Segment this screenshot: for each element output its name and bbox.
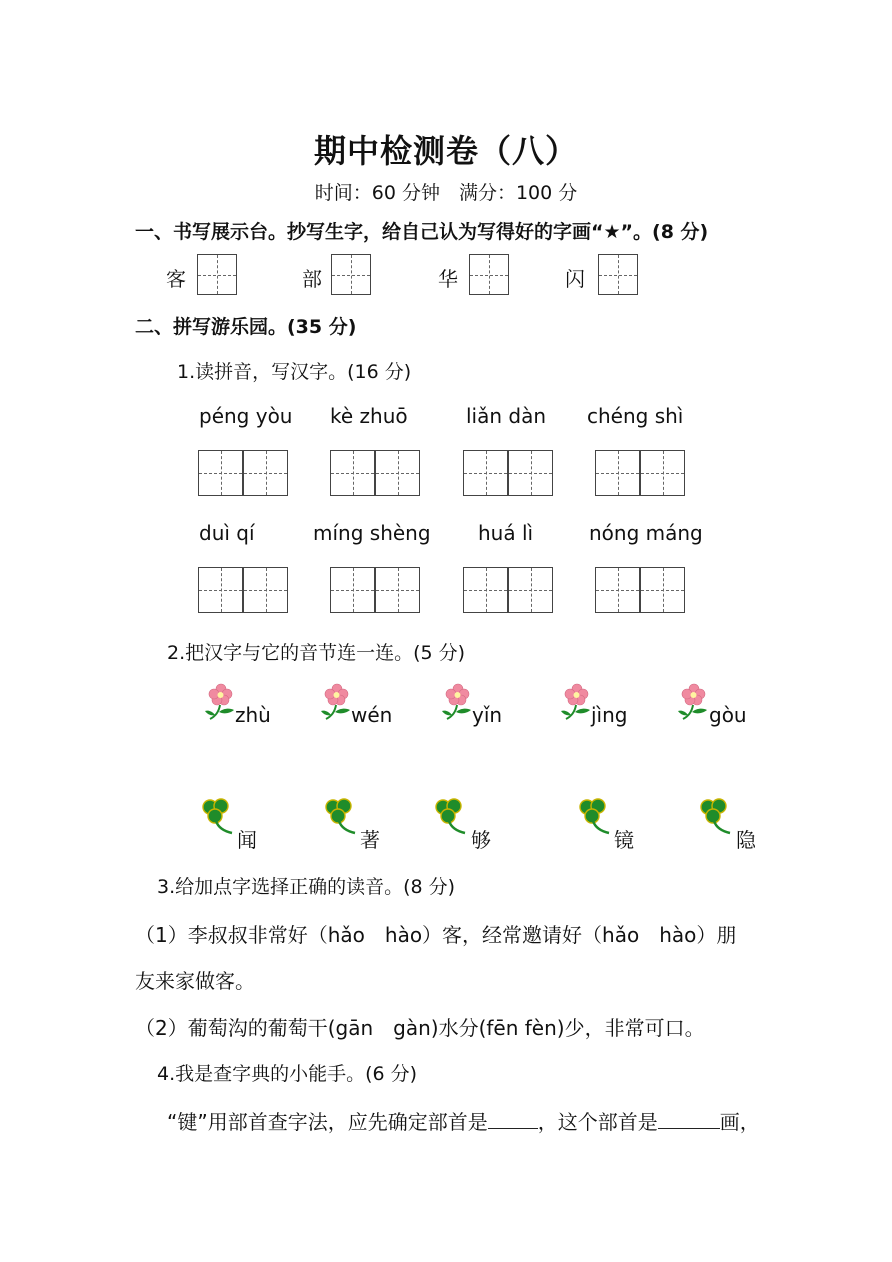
question-4-line <box>167 1106 760 1135</box>
writing-grid-box[interactable] <box>198 567 243 613</box>
question-3-item-2: （2）葡萄沟的葡萄干(gān gàn)水分(fēn fèn)少，非常可口。 <box>135 1016 705 1040</box>
pinyin-prompt: duì qí <box>199 521 255 545</box>
flower-icon[interactable] <box>677 683 711 723</box>
writing-grid-box[interactable] <box>598 254 638 295</box>
copy-char: 部 <box>302 267 322 291</box>
answer-blank[interactable] <box>658 1110 720 1129</box>
writing-grid-box[interactable] <box>375 567 420 613</box>
copy-char: 华 <box>438 267 458 291</box>
question-3-label: 3.给加点字选择正确的读音。(8 分) <box>157 876 456 898</box>
question-4-text-b: ，这个部首是 <box>537 1110 658 1134</box>
clover-icon[interactable] <box>199 797 235 837</box>
flower-icon[interactable] <box>204 683 238 723</box>
copy-char: 闪 <box>565 267 585 291</box>
question-3-item-1-cont: 友来家做客。 <box>135 969 255 993</box>
clover-icon[interactable] <box>576 797 612 837</box>
question-4-text-a: “键”用部首查字法，应先确定部首是 <box>167 1110 488 1134</box>
pinyin-prompt: huá lì <box>478 521 534 545</box>
hanzi-label: 镜 <box>614 828 634 852</box>
hanzi-label: 闻 <box>237 828 257 852</box>
syllable-label: zhù <box>235 703 271 727</box>
writing-grid-box[interactable] <box>330 567 375 613</box>
writing-grid-box[interactable] <box>331 254 371 295</box>
writing-grid-box[interactable] <box>330 450 375 496</box>
writing-grid-box[interactable] <box>508 450 553 496</box>
syllable-label: jìng <box>591 703 628 727</box>
writing-grid-box[interactable] <box>243 450 288 496</box>
pinyin-prompt: chéng shì <box>587 404 684 428</box>
syllable-label: gòu <box>709 703 747 727</box>
writing-grid-box[interactable] <box>469 254 509 295</box>
answer-blank[interactable] <box>488 1110 538 1129</box>
section-1-heading: 一、书写展示台。抄写生字，给自己认为写得好的字画“★”。(8 分) <box>135 221 709 243</box>
flower-icon[interactable] <box>441 683 475 723</box>
writing-grid-box[interactable] <box>463 450 508 496</box>
clover-icon[interactable] <box>432 797 468 837</box>
question-4-text-c: 画， <box>719 1110 760 1134</box>
writing-grid-box[interactable] <box>243 567 288 613</box>
question-2-label: 2.把汉字与它的音节连一连。(5 分) <box>167 642 466 664</box>
question-1-label: 1.读拼音，写汉字。(16 分) <box>177 361 412 383</box>
page-title: 期中检测卷（八） <box>313 132 578 170</box>
exam-info: 时间：60 分钟 满分：100 分 <box>314 182 578 204</box>
writing-grid-box[interactable] <box>375 450 420 496</box>
writing-grid-box[interactable] <box>595 567 640 613</box>
copy-char: 客 <box>166 267 186 291</box>
writing-grid-box[interactable] <box>640 567 685 613</box>
writing-grid-box[interactable] <box>463 567 508 613</box>
section-2-heading: 二、拼写游乐园。(35 分) <box>135 316 357 338</box>
question-3-item-1: （1）李叔叔非常好（hǎo hào）客，经常邀请好（hǎo hào）朋 <box>135 923 737 947</box>
writing-grid-box[interactable] <box>508 567 553 613</box>
syllable-label: yǐn <box>472 703 503 727</box>
writing-grid-box[interactable] <box>640 450 685 496</box>
flower-icon[interactable] <box>320 683 354 723</box>
pinyin-prompt: míng shèng <box>313 521 431 545</box>
writing-grid-box[interactable] <box>595 450 640 496</box>
pinyin-prompt: nóng máng <box>589 521 703 545</box>
hanzi-label: 著 <box>360 828 380 852</box>
flower-icon[interactable] <box>560 683 594 723</box>
pinyin-prompt: liǎn dàn <box>466 404 547 428</box>
question-4-label: 4.我是查字典的小能手。(6 分) <box>157 1063 418 1085</box>
writing-grid-box[interactable] <box>198 450 243 496</box>
hanzi-label: 够 <box>471 828 491 852</box>
writing-grid-box[interactable] <box>197 254 237 295</box>
pinyin-prompt: péng yòu <box>199 404 293 428</box>
syllable-label: wén <box>351 703 393 727</box>
clover-icon[interactable] <box>322 797 358 837</box>
pinyin-prompt: kè zhuō <box>330 404 408 428</box>
hanzi-label: 隐 <box>736 828 756 852</box>
clover-icon[interactable] <box>697 797 733 837</box>
